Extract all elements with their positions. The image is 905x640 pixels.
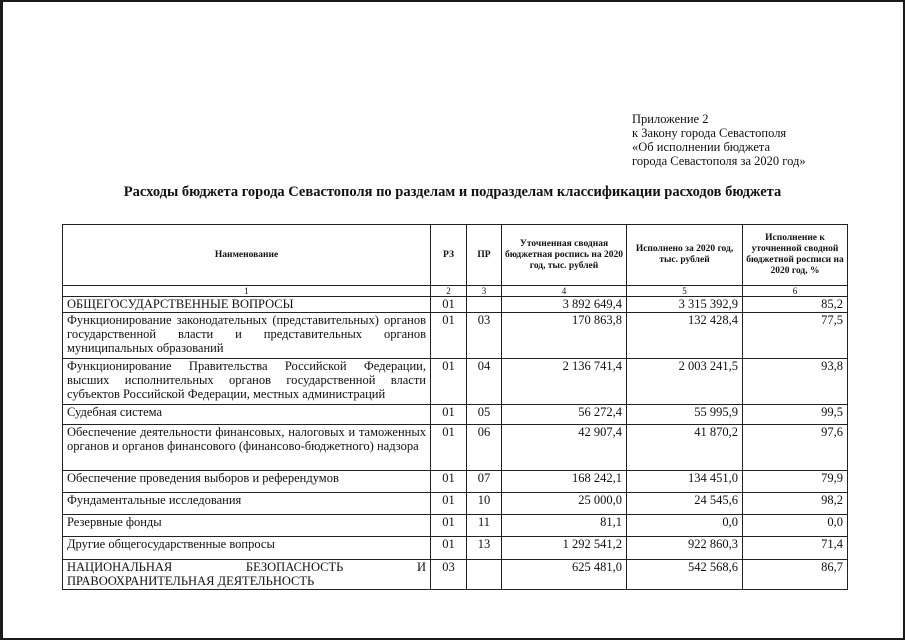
row-name-cell: Фундаментальные исследования xyxy=(63,493,431,515)
row-pr-cell: 07 xyxy=(467,471,502,493)
table-header-row xyxy=(63,225,848,286)
row-pr-cell: 13 xyxy=(467,537,502,560)
row-plan-cell: 81,1 xyxy=(502,515,627,537)
row-exec-cell: 134 451,0 xyxy=(627,471,743,493)
row-name-cell: Функционирование законодательных (представительных) органов государственной власти и представительных органов муниципальных образований xyxy=(63,313,431,359)
row-pct-cell: 86,7 xyxy=(743,560,848,590)
page-edge-top xyxy=(0,0,905,2)
row-name-cell: Другие общегосударственные вопросы xyxy=(63,537,431,560)
row-exec-cell: 922 860,3 xyxy=(627,537,743,560)
column-number: 6 xyxy=(743,286,848,297)
table-row xyxy=(63,313,848,359)
appendix-line: «Об исполнении бюджета xyxy=(632,140,771,154)
row-pr-cell: 11 xyxy=(467,515,502,537)
row-plan-cell: 25 000,0 xyxy=(502,493,627,515)
table-row xyxy=(63,560,848,590)
row-rz-cell: 01 xyxy=(431,537,467,560)
row-pr-cell: 06 xyxy=(467,425,502,471)
row-name-cell: Резервные фонды xyxy=(63,515,431,537)
row-pct-cell: 85,2 xyxy=(743,297,848,313)
row-pct-cell: 97,6 xyxy=(743,425,848,471)
column-number: 5 xyxy=(627,286,743,297)
document-title: Расходы бюджета города Севастополя по разделам и подразделам классификации расходов бюджета xyxy=(123,184,782,200)
row-name-cell: Обеспечение проведения выборов и референдумов xyxy=(63,471,431,493)
row-name-cell: Судебная система xyxy=(63,405,431,425)
table-row xyxy=(63,471,848,493)
column-number: 3 xyxy=(467,286,502,297)
row-pct-cell: 0,0 xyxy=(743,515,848,537)
row-pr-cell xyxy=(467,297,502,313)
row-pct-cell: 98,2 xyxy=(743,493,848,515)
header-exec: Исполнено за 2020 год, тыс. рублей xyxy=(627,225,743,286)
row-rz-cell: 01 xyxy=(431,405,467,425)
row-plan-cell: 2 136 741,4 xyxy=(502,359,627,405)
row-name-cell: НАЦИОНАЛЬНАЯ БЕЗОПАСНОСТЬ И ПРАВООХРАНИТЕЛЬНАЯ ДЕЯТЕЛЬНОСТЬ xyxy=(63,560,431,590)
row-exec-cell: 41 870,2 xyxy=(627,425,743,471)
appendix-line: Приложение 2 xyxy=(632,112,709,126)
table-row xyxy=(63,359,848,405)
row-pct-cell: 79,9 xyxy=(743,471,848,493)
row-pct-cell: 99,5 xyxy=(743,405,848,425)
appendix-line: города Севастополя за 2020 год» xyxy=(632,154,806,168)
row-exec-cell: 24 545,6 xyxy=(627,493,743,515)
row-exec-cell: 0,0 xyxy=(627,515,743,537)
row-rz-cell: 01 xyxy=(431,297,467,313)
header-pr: ПР xyxy=(467,225,502,286)
appendix-note xyxy=(632,112,806,168)
row-exec-cell: 542 568,6 xyxy=(627,560,743,590)
row-name-cell: Функционирование Правительства Российской Федерации, высших исполнительных органов государственной власти субъектов Российской Федерации, местных администраций xyxy=(63,359,431,405)
header-pct: Исполнение к уточненной сводной бюджетной росписи на 2020 год, % xyxy=(743,225,848,286)
row-pr-cell: 04 xyxy=(467,359,502,405)
row-plan-cell: 170 863,8 xyxy=(502,313,627,359)
row-pr-cell xyxy=(467,560,502,590)
row-pct-cell: 93,8 xyxy=(743,359,848,405)
table-row xyxy=(63,405,848,425)
table-row xyxy=(63,425,848,471)
table-row xyxy=(63,515,848,537)
row-name-cell: ОБЩЕГОСУДАРСТВЕННЫЕ ВОПРОСЫ xyxy=(63,297,431,313)
header-rz: РЗ xyxy=(431,225,467,286)
row-rz-cell: 03 xyxy=(431,560,467,590)
row-rz-cell: 01 xyxy=(431,471,467,493)
table-row xyxy=(63,537,848,560)
row-rz-cell: 01 xyxy=(431,493,467,515)
row-pct-cell: 77,5 xyxy=(743,313,848,359)
row-rz-cell: 01 xyxy=(431,359,467,405)
table-row xyxy=(63,297,848,313)
column-number: 1 xyxy=(63,286,431,297)
row-rz-cell: 01 xyxy=(431,515,467,537)
page-edge-left xyxy=(0,0,3,640)
appendix-line: к Закону города Севастополя xyxy=(632,126,787,140)
row-exec-cell: 55 995,9 xyxy=(627,405,743,425)
row-exec-cell: 132 428,4 xyxy=(627,313,743,359)
column-numbers-row xyxy=(63,286,848,297)
row-pct-cell: 71,4 xyxy=(743,537,848,560)
row-rz-cell: 01 xyxy=(431,425,467,471)
column-number: 2 xyxy=(431,286,467,297)
row-pr-cell: 03 xyxy=(467,313,502,359)
row-name-cell: Обеспечение деятельности финансовых, налоговых и таможенных органов и органов финансового (финансово-бюджетного) надзора xyxy=(63,425,431,471)
row-exec-cell: 2 003 241,5 xyxy=(627,359,743,405)
row-plan-cell: 56 272,4 xyxy=(502,405,627,425)
header-name: Наименование xyxy=(63,225,431,286)
row-plan-cell: 42 907,4 xyxy=(502,425,627,471)
row-pr-cell: 05 xyxy=(467,405,502,425)
row-rz-cell: 01 xyxy=(431,313,467,359)
row-plan-cell: 1 292 541,2 xyxy=(502,537,627,560)
row-pr-cell: 10 xyxy=(467,493,502,515)
row-plan-cell: 625 481,0 xyxy=(502,560,627,590)
row-plan-cell: 3 892 649,4 xyxy=(502,297,627,313)
row-plan-cell: 168 242,1 xyxy=(502,471,627,493)
column-number: 4 xyxy=(502,286,627,297)
table-row xyxy=(63,493,848,515)
row-exec-cell: 3 315 392,9 xyxy=(627,297,743,313)
budget-table xyxy=(62,224,848,590)
header-plan: Уточненная сводная бюджетная роспись на 2020 год, тыс. рублей xyxy=(502,225,627,286)
